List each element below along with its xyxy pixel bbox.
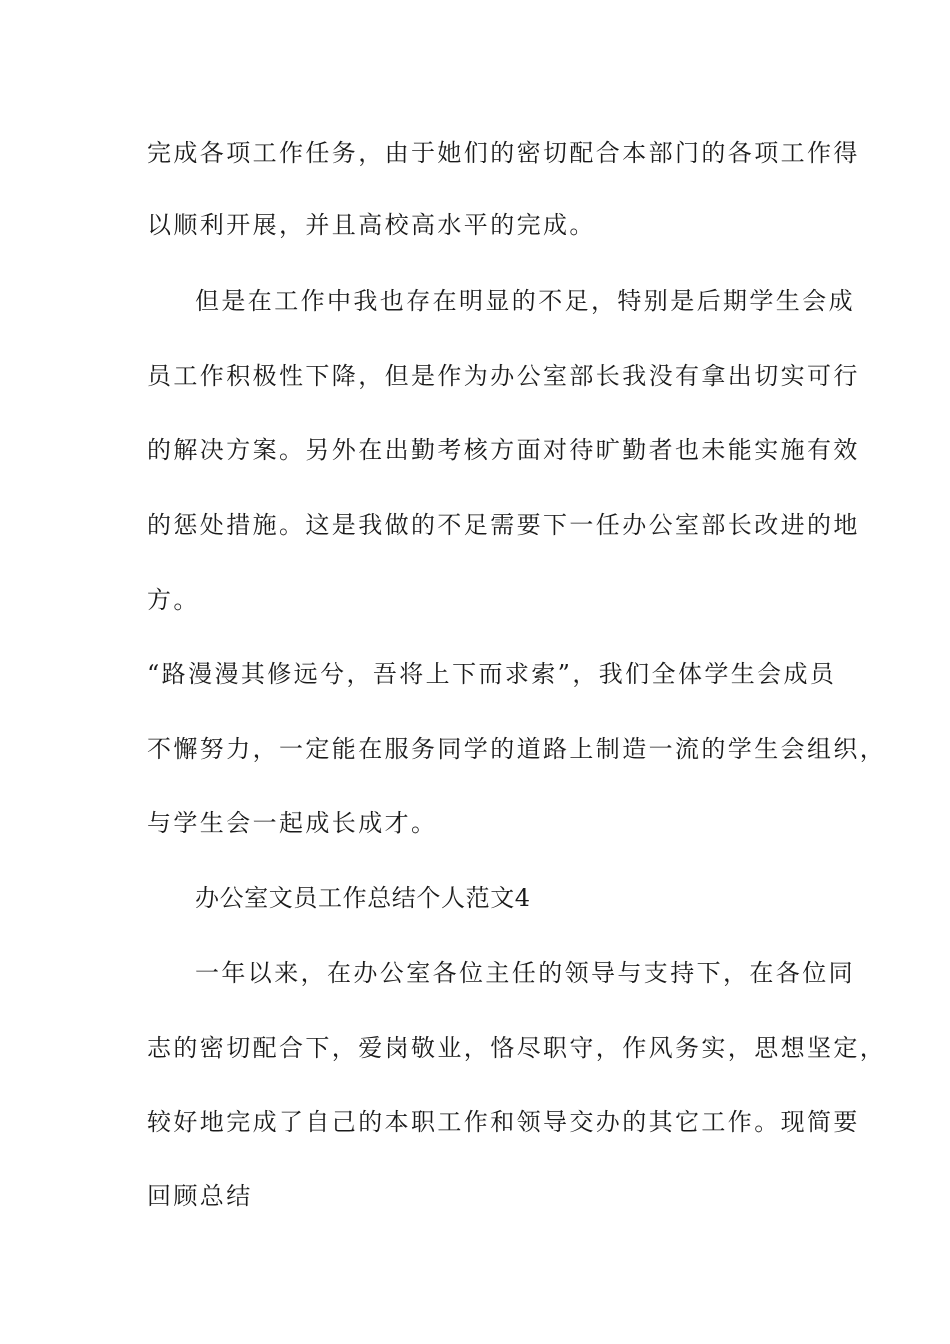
- paragraph-line: “路漫漫其修远兮，吾将上下而求索”，我们全体学生会成员: [147, 660, 837, 688]
- paragraph-line: 的惩处措施。这是我做的不足需要下一任办公室部长改进的地: [147, 511, 860, 539]
- paragraph-line: 的解决方案。另外在出勤考核方面对待旷勤者也未能实施有效: [147, 436, 860, 464]
- paragraph-line: 以顺利开展，并且高校高水平的完成。: [147, 211, 596, 239]
- paragraph-line: 但是在工作中我也存在明显的不足，特别是后期学生会成: [195, 287, 855, 315]
- paragraph-line: 不懈努力，一定能在服务同学的道路上制造一流的学生会组织，: [147, 735, 887, 763]
- paragraph-line: 完成各项工作任务，由于她们的密切配合本部门的各项工作得: [147, 139, 860, 167]
- paragraph-line: 方。: [147, 586, 200, 614]
- paragraph-line: 较好地完成了自己的本职工作和领导交办的其它工作。现简要: [147, 1108, 860, 1136]
- paragraph-line: 员工作积极性下降，但是作为办公室部长我没有拿出切实可行: [147, 362, 860, 390]
- paragraph-line: 回顾总结: [147, 1182, 253, 1210]
- section-heading: 办公室文员工作总结个人范文4: [195, 884, 531, 912]
- paragraph-line: 一年以来，在办公室各位主任的领导与支持下，在各位同: [195, 959, 855, 987]
- paragraph-line: 与学生会一起成长成才。: [147, 809, 438, 837]
- paragraph-line: 志的密切配合下，爱岗敬业，恪尽职守，作风务实，思想坚定，: [147, 1034, 887, 1062]
